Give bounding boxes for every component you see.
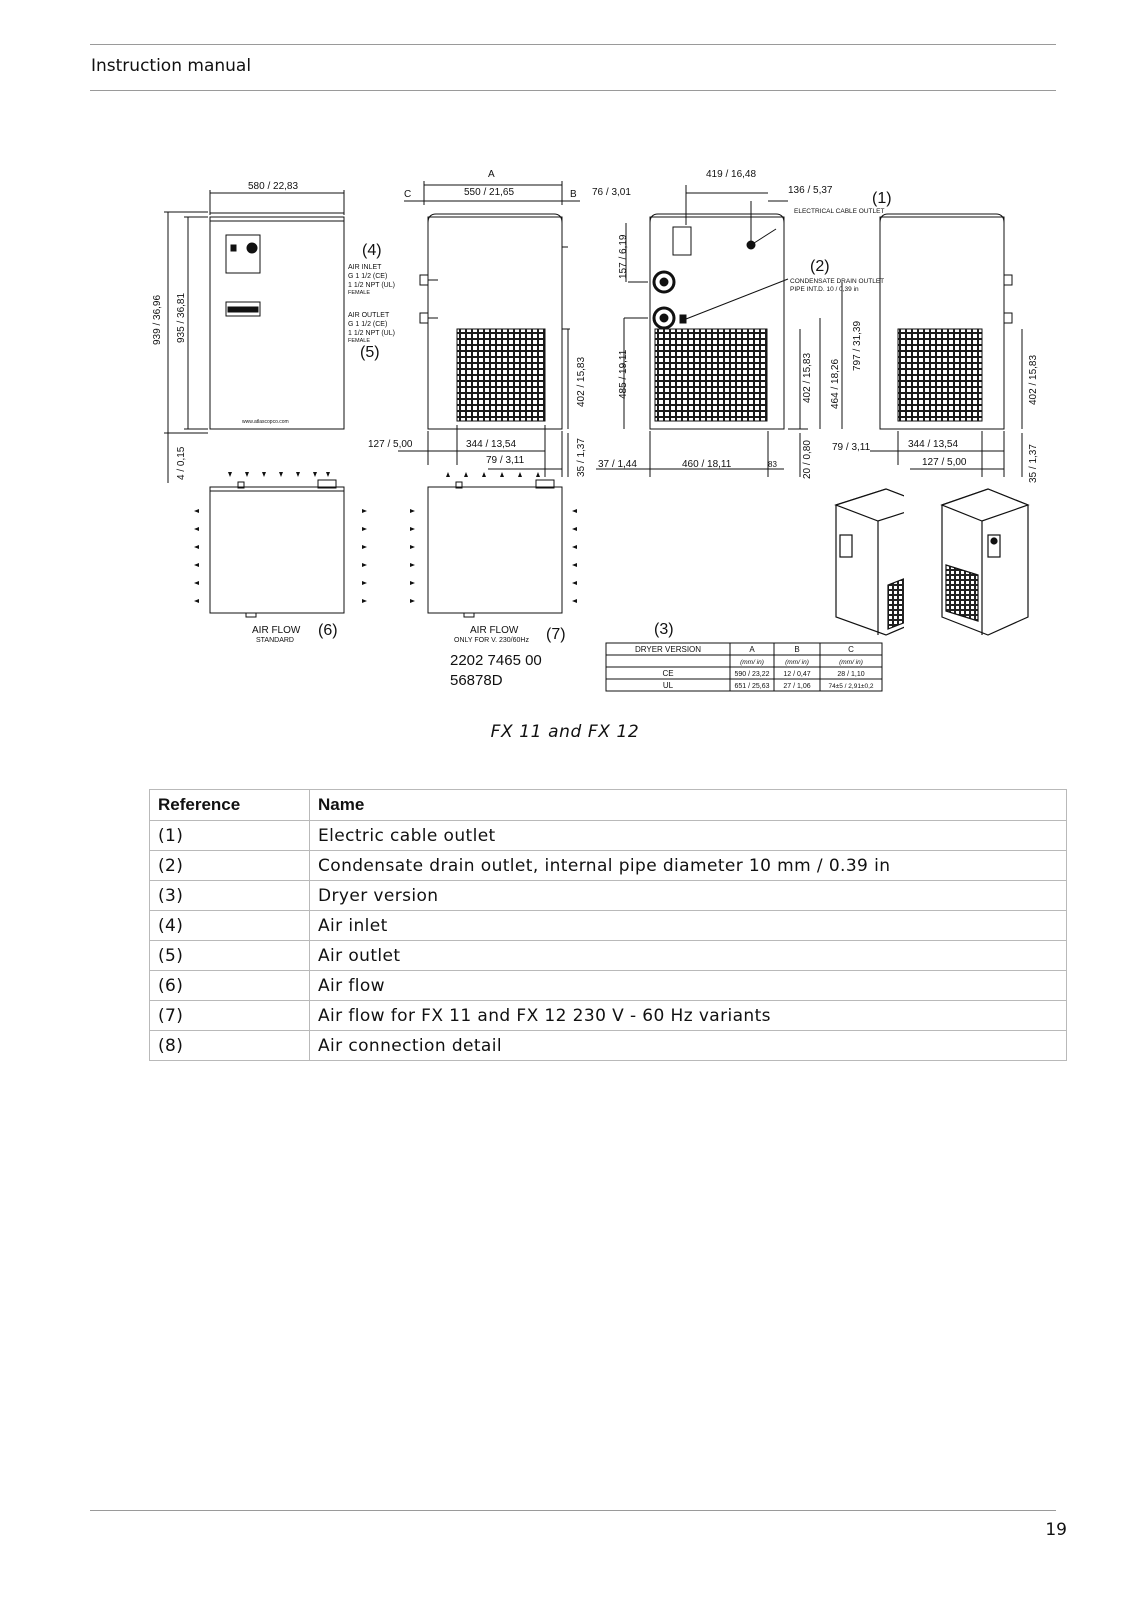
table-row <box>150 881 1067 911</box>
table-row <box>150 911 1067 941</box>
dimension-drawing <box>148 165 904 710</box>
dim-485: 485 / 19,11 <box>618 349 629 399</box>
dim-79b: 79 / 3,11 <box>832 442 871 453</box>
callout-3: (3) <box>654 621 674 638</box>
svg-text:1 1/2 NPT (UL): 1 1/2 NPT (UL) <box>348 330 395 337</box>
svg-text:1 1/2 NPT (UL): 1 1/2 NPT (UL) <box>348 282 395 289</box>
dim-83: 83 <box>768 460 777 469</box>
label-air-flow-standard: AIR FLOW <box>252 625 301 636</box>
cell-name: Air flow <box>310 971 1067 1001</box>
dim-464: 464 / 18,26 <box>830 358 841 409</box>
svg-text:CE: CE <box>662 669 674 678</box>
cell-name: Condensate drain outlet, internal pipe diameter 10 mm / 0.39 in <box>310 851 1067 881</box>
callout-2: (2) <box>810 258 830 275</box>
drawing-number: 56878D <box>450 672 503 689</box>
cell-reference: (5) <box>150 941 310 971</box>
dim-935: 935 / 36,81 <box>176 292 187 343</box>
dim-79a: 79 / 3,11 <box>486 455 525 466</box>
cell-name: Air inlet <box>310 911 1067 941</box>
header-rule-bottom <box>90 90 1056 91</box>
side-view-1-grille <box>457 329 545 421</box>
side-view-2-grille <box>898 329 982 421</box>
front-control-panel <box>226 235 260 273</box>
callout-1: (1) <box>872 190 892 207</box>
dim-35a: 35 / 1,37 <box>576 438 587 477</box>
table-row <box>150 821 1067 851</box>
svg-text:C: C <box>848 645 854 654</box>
part-number: 2202 7465 00 <box>450 652 542 669</box>
dim-C: C <box>404 189 412 200</box>
figure-caption: FX 11 and FX 12 <box>490 722 640 742</box>
dim-127a: 127 / 5,00 <box>368 439 413 450</box>
footer-rule <box>90 1510 1056 1511</box>
dim-344a: 344 / 13,54 <box>466 439 517 450</box>
label-standard: STANDARD <box>256 637 294 644</box>
dim-402c: 402 / 15,83 <box>1028 354 1039 405</box>
svg-text:28 / 1,10: 28 / 1,10 <box>837 671 865 678</box>
cell-name: Electric cable outlet <box>310 821 1067 851</box>
svg-text:651 / 25,63: 651 / 25,63 <box>734 683 770 690</box>
dim-B: B <box>570 189 577 200</box>
dim-402a: 402 / 15,83 <box>576 356 587 407</box>
svg-text:FEMALE: FEMALE <box>348 290 371 296</box>
dim-35b: 35 / 1,37 <box>1028 444 1039 483</box>
cell-reference: (1) <box>150 821 310 851</box>
cell-reference: (7) <box>150 1001 310 1031</box>
cell-name: Dryer version <box>310 881 1067 911</box>
label-air-outlet: AIR OUTLET <box>348 312 390 319</box>
dim-76: 76 / 3,01 <box>592 187 631 198</box>
dim-460: 460 / 18,11 <box>682 459 732 470</box>
dim-37: 37 / 1,44 <box>598 459 637 470</box>
dim-402b: 402 / 15,83 <box>802 352 813 403</box>
cell-name: Air connection detail <box>310 1031 1067 1061</box>
dim-939: 939 / 36,96 <box>152 294 163 345</box>
svg-text:DRYER VERSION: DRYER VERSION <box>634 645 702 654</box>
svg-text:(mm/ in): (mm/ in) <box>785 659 809 666</box>
header-name: Name <box>310 790 1067 821</box>
label-website: www.atlascopco.com <box>242 419 289 425</box>
label-condensate-pipe: PIPE INT.D. 10 / 0,39 in <box>790 286 859 293</box>
dim-797: 797 / 31,39 <box>852 320 863 371</box>
callout-7: (7) <box>546 626 566 643</box>
label-only-for: ONLY FOR V. 230/60Hz <box>454 637 529 644</box>
cell-reference: (2) <box>150 851 310 881</box>
callout-4: (4) <box>362 242 382 259</box>
svg-text:G 1 1/2 (CE): G 1 1/2 (CE) <box>348 273 388 280</box>
dim-550: 550 / 21,65 <box>464 187 515 198</box>
cell-name: Air flow for FX 11 and FX 12 230 V - 60 Hz variants <box>310 1001 1067 1031</box>
svg-text:74±5 / 2,91±0,2: 74±5 / 2,91±0,2 <box>828 683 874 690</box>
table-row <box>150 941 1067 971</box>
dim-20: 20 / 0,80 <box>802 440 813 479</box>
svg-text:12 / 0,47: 12 / 0,47 <box>783 671 811 678</box>
front-view-body <box>210 217 344 429</box>
cell-reference: (4) <box>150 911 310 941</box>
svg-text:FEMALE: FEMALE <box>348 338 371 344</box>
table-row <box>150 851 1067 881</box>
svg-text:A: A <box>749 645 755 654</box>
svg-text:(mm/ in): (mm/ in) <box>740 659 764 666</box>
svg-text:UL: UL <box>662 681 674 690</box>
dim-A: A <box>488 169 495 180</box>
cell-reference: (3) <box>150 881 310 911</box>
svg-text:27 / 1,06: 27 / 1,06 <box>783 683 811 690</box>
top-view-standard <box>210 487 344 613</box>
page-header-title: Instruction manual <box>91 56 252 76</box>
header-reference: Reference <box>150 790 310 821</box>
dim-136: 136 / 5,37 <box>788 185 833 196</box>
dimension-drawing-right <box>870 165 1050 665</box>
callout-6: (6) <box>318 622 338 639</box>
label-electrical-cable-outlet: ELECTRICAL CABLE OUTLET <box>794 208 885 215</box>
svg-text:590 / 23,22: 590 / 23,22 <box>734 671 770 678</box>
dim-4: 4 / 0,15 <box>176 446 187 480</box>
table-row <box>150 971 1067 1001</box>
reference-table <box>149 789 1067 1061</box>
cell-reference: (8) <box>150 1031 310 1061</box>
back-view-grille <box>655 329 767 421</box>
page-number: 19 <box>1045 1520 1067 1540</box>
label-air-flow-230: AIR FLOW <box>470 625 519 636</box>
label-air-inlet: AIR INLET <box>348 264 382 271</box>
cell-reference: (6) <box>150 971 310 1001</box>
cell-name: Air outlet <box>310 941 1067 971</box>
svg-text:(mm/ in): (mm/ in) <box>839 659 863 666</box>
callout-5: (5) <box>360 344 380 361</box>
table-row <box>150 1031 1067 1061</box>
top-view-230v <box>428 487 562 613</box>
dim-157: 157 / 6,19 <box>618 234 629 279</box>
dim-580: 580 / 22,83 <box>248 181 299 192</box>
dim-344b: 344 / 13,54 <box>908 439 959 450</box>
header-rule-top <box>90 44 1056 45</box>
dim-127b: 127 / 5,00 <box>922 457 967 468</box>
svg-text:G 1 1/2 (CE): G 1 1/2 (CE) <box>348 321 388 328</box>
table-row <box>150 1001 1067 1031</box>
isometric-view-2 <box>942 489 1028 635</box>
label-condensate-drain: CONDENSATE DRAIN OUTLET <box>790 278 885 285</box>
table-header-row <box>150 790 1067 821</box>
dim-419: 419 / 16,48 <box>706 169 757 180</box>
svg-text:B: B <box>794 645 800 654</box>
